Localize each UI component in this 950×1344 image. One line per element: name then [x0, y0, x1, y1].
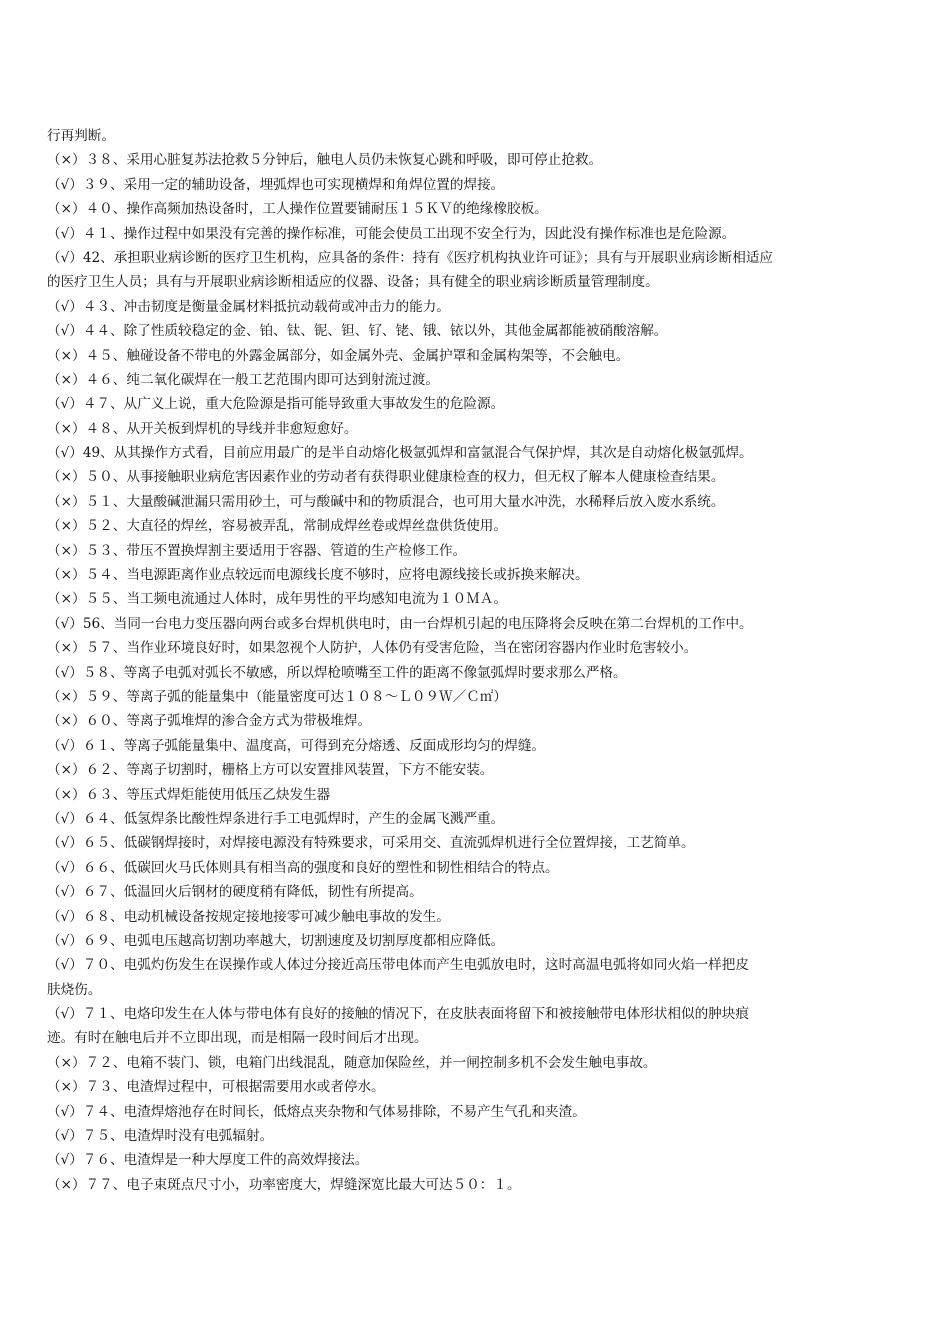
text-line: （√）７６、电渣焊是一种大厚度工件的高效焊接法。	[47, 1152, 369, 1169]
text-line: （×）７３、电渣焊过程中，可根据需要用水或者停水。	[47, 1079, 385, 1096]
text-line: （√）４３、冲击韧度是衡量金属材料抵抗动载荷或冲击力的能力。	[47, 298, 450, 315]
text-line: （×）６２、等离子切割时，栅格上方可以安置排风装置，下方不能安装。	[47, 762, 494, 779]
text-line: （√）７５、电渣焊时没有电弧辐射。	[47, 1128, 274, 1145]
text-line: （√）７４、电渣焊熔池存在时间长，低熔点夹杂物和气体易排除，不易产生气孔和夹渣。	[47, 1103, 586, 1120]
text-line: （√）６８、电动机械设备按规定接地接零可减少触电事故的发生。	[47, 908, 450, 925]
text-line: （√）56、当同一台电力变压器向两台或多台焊机供电时，由一台焊机引起的电压降将会反映在第二台焊机的工作中。	[47, 615, 753, 632]
text-line: （×）６３、等压式焊炬能使用低压乙炔发生器	[47, 786, 331, 803]
text-line: （×）７２、电箱不装门、锁，电箱门出线混乱，随意加保险丝，并一闸控制多机不会发生触电事故。	[47, 1054, 657, 1071]
text-line: （√）３９、采用一定的辅助设备，埋弧焊也可实现横焊和角焊位置的焊接。	[47, 176, 505, 193]
document-body	[47, 124, 907, 1197]
text-line: （√）４１、操作过程中如果没有完善的操作标准，可能会使员工出现不安全行为，因此没有操作标准也是危险源。	[47, 225, 736, 242]
text-line: （×）５２、大直径的焊丝，容易被弄乱，常制成焊丝卷或焊丝盘供货使用。	[47, 518, 507, 535]
text-line: （×）５０、从事接触职业病危害因素作业的劳动者有获得职业健康检查的权力，但无权了解本人健康检查结果。	[47, 469, 725, 486]
text-line: （√）６９、电弧电压越高切割功率越大，切割速度及切割厚度都相应降低。	[47, 932, 505, 949]
text-line: （√）４４、除了性质较稳定的金、铂、钛、铌、钽、钌、铑、锇、铱以外，其他金属都能被硝酸溶解。	[47, 323, 668, 340]
text-line: （√）６１、等离子弧能量集中、温度高，可得到充分熔透、反面成形均匀的焊缝。	[47, 737, 546, 754]
text-line: （√）49、从其操作方式看，目前应用最广的是半自动熔化极氩弧焊和富氩混合气保护焊，其次是自动熔化极氩弧焊。	[47, 445, 753, 462]
text-line: （×）５９、等离子弧的能量集中（能量密度可达１０８～Ｌ０９Ｗ／Ｃ㎡）	[47, 688, 507, 705]
text-line: （√）６６、低碳回火马氏体则具有相当高的强度和良好的塑性和韧性相结合的特点。	[47, 859, 559, 876]
text-line: （×）４５、触碰设备不带电的外露金属部分，如金属外壳、金属护罩和金属构架等，不会触电。	[47, 347, 630, 364]
text-line: （×）６０、等离子弧堆焊的渗合金方式为带极堆焊。	[47, 713, 372, 730]
text-line: 行再判断。	[47, 128, 115, 144]
text-line: （√）７１、电烙印发生在人体与带电体有良好的接触的情况下，在皮肤表面将留下和被接触带电体形状相似的肿块痕	[47, 1006, 749, 1023]
text-line: （√）５８、等离子电弧对弧长不敏感，所以焊枪喷嘴至工件的距离不像氩弧焊时要求那么严格。	[47, 664, 627, 681]
text-line: （√）７０、电弧灼伤发生在误操作或人体过分接近高压带电体而产生电弧放电时，这时高温电弧将如同火焰一样把皮	[47, 957, 749, 974]
text-line: （×）４６、纯二氧化碳焊在一般工艺范围内即可达到射流过渡。	[47, 371, 440, 388]
text-line: （×）５７、当作业环境良好时，如果忽视个人防护，人体仍有受害危险，当在密闭容器内作业时危害较小。	[47, 640, 698, 657]
text-line: （√）６４、低氢焊条比酸性焊条进行手工电弧焊时，产生的金属飞溅严重。	[47, 810, 505, 827]
text-line: （×）５３、带压不置换焊割主要适用于容器、管道的生产检修工作。	[47, 542, 467, 559]
text-line: （×）５４、当电源距离作业点较远而电源线长度不够时，应将电源线接长或拆换来解决。	[47, 567, 589, 584]
text-line: 迹。有时在触电后并不立即出现，而是相隔一段时间后才出现。	[47, 1030, 428, 1047]
text-line: （×）５１、大量酸碱泄漏只需用砂土，可与酸碱中和的物质混合，也可用大量水冲洗，水稀释后放入废水系统。	[47, 493, 725, 510]
text-line: （×）３８、采用心脏复苏法抢救５分钟后，触电人员仍未恢复心跳和呼吸，即可停止抢救。	[47, 152, 603, 169]
text-line: （√）６７、低温回火后钢材的硬度稍有降低，韧性有所提高。	[47, 884, 423, 901]
text-line: 肤烧伤。	[47, 981, 102, 998]
text-line: （√）４７、从广义上说，重大危险源是指可能导致重大事故发生的危险源。	[47, 396, 505, 413]
text-line: （×）４８、从开关板到焊机的导线并非愈短愈好。	[47, 420, 358, 437]
text-line: 的医疗卫生人员；具有与开展职业病诊断相适应的仪器、设备；具有健全的职业病诊断质量管理制度。	[47, 274, 659, 291]
text-line: （×）７７、电子束斑点尺寸小，功率密度大，焊缝深宽比最大可达５０：１。	[47, 1176, 521, 1193]
text-line: （√）42、承担职业病诊断的医疗卫生机构，应具备的条件：持有《医疗机构执业许可证》；具有与开展职业病诊断相适应	[47, 249, 774, 266]
text-line: （√）６５、低碳钢焊接时，对焊接电源没有特殊要求，可采用交、直流弧焊机进行全位置焊接，工艺简单。	[47, 835, 695, 852]
text-line: （×）４０、操作高频加热设备时，工人操作位置要铺耐压１５ＫＶ的绝缘橡胶板。	[47, 201, 548, 218]
text-line: （×）５５、当工频电流通过人体时，成年男性的平均感知电流为１０ＭＡ。	[47, 591, 507, 608]
